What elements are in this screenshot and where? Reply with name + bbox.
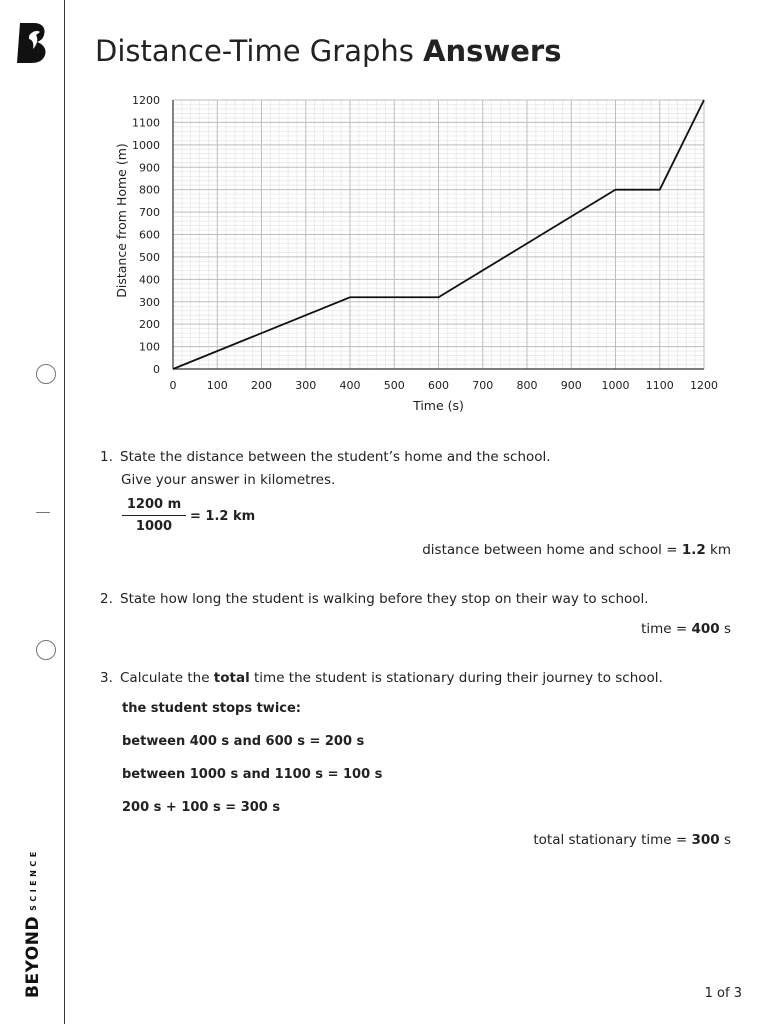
answer-value: 400	[691, 621, 720, 637]
x-tick-label: 100	[206, 379, 228, 392]
brand-sub: SCIENCE	[29, 848, 38, 911]
x-axis-label: Time (s)	[413, 398, 464, 413]
y-tick-label: 400	[139, 273, 160, 287]
title-main: Distance-Time Graphs	[95, 34, 414, 68]
x-tick-label: 1000	[601, 379, 630, 392]
punch-hole	[36, 364, 56, 384]
page-title	[95, 34, 561, 68]
x-tick-label: 200	[251, 379, 272, 392]
question-number: 1.	[100, 449, 113, 465]
question-text: State the distance between the student’s home and the school.	[120, 449, 551, 465]
y-axis-label: Distance from Home (m)	[114, 143, 129, 298]
question-3	[100, 670, 663, 686]
x-tick-label: 600	[428, 379, 449, 392]
y-tick-labels	[132, 94, 160, 376]
question-text-before: Calculate the	[120, 670, 214, 686]
x-tick-label: 900	[560, 379, 582, 392]
x-tick-label: 1100	[645, 379, 674, 392]
x-tick-label: 500	[383, 379, 405, 392]
beyond-logo-icon	[16, 22, 50, 64]
brand-wordmark	[23, 848, 43, 998]
x-tick-labels	[170, 379, 719, 392]
question-text-after: time the student is stationary during their journey to school.	[249, 670, 663, 686]
x-tick-label: 800	[516, 379, 538, 392]
y-tick-label: 100	[139, 340, 160, 354]
x-tick-label: 700	[472, 379, 494, 392]
answer-1	[422, 542, 731, 558]
working-line: between 400 s and 600 s = 200 s	[122, 734, 365, 749]
fraction-denominator: 1000	[135, 519, 173, 534]
answer-prefix: total stationary time =	[533, 832, 692, 848]
distance-time-chart	[100, 88, 740, 418]
answer-unit: s	[719, 832, 731, 848]
y-tick-label: 600	[139, 228, 160, 242]
brand-name: BEYOND	[23, 915, 43, 998]
y-tick-label: 500	[139, 250, 160, 264]
y-tick-label: 900	[139, 161, 160, 175]
question-text-bold: total	[213, 670, 250, 686]
page-number: 1 of 3	[704, 986, 742, 1001]
fraction	[122, 497, 186, 534]
working-line: between 1000 s and 1100 s = 100 s	[122, 767, 383, 782]
y-tick-label: 1200	[132, 94, 160, 107]
working-line: 200 s + 100 s = 300 s	[122, 800, 281, 815]
y-tick-label: 300	[139, 295, 160, 309]
y-tick-label: 1000	[132, 138, 160, 152]
question-number: 2.	[100, 591, 113, 607]
answer-prefix: time =	[641, 621, 692, 637]
question-1-line2: Give your answer in kilometres.	[121, 472, 336, 488]
title-bold: Answers	[423, 34, 562, 68]
x-tick-label: 1200	[690, 379, 718, 392]
punch-hole	[36, 640, 56, 660]
fraction-result: = 1.2 km	[190, 509, 256, 524]
working-line: the student stops twice:	[122, 701, 301, 716]
y-tick-label: 1100	[132, 116, 160, 130]
y-tick-label: 700	[139, 206, 160, 220]
answer-3	[533, 832, 731, 848]
question-number: 3.	[100, 670, 113, 686]
y-tick-label: 800	[139, 183, 160, 197]
question-1	[100, 449, 551, 465]
y-tick-label: 200	[139, 318, 160, 332]
x-tick-label: 300	[295, 379, 317, 392]
answer-unit: km	[705, 542, 731, 558]
answer-prefix: distance between home and school =	[422, 542, 682, 558]
y-tick-label: 0	[153, 363, 160, 376]
x-tick-label: 400	[339, 379, 361, 392]
question-text: State how long the student is walking before they stop on their way to school.	[120, 591, 649, 607]
margin-line	[64, 0, 65, 1024]
answer-unit: s	[719, 621, 731, 637]
fold-mark	[36, 512, 50, 513]
question-2	[100, 591, 649, 607]
fraction-numerator: 1200 m	[122, 497, 186, 516]
answer-value: 1.2	[681, 542, 706, 558]
answer-value: 300	[691, 832, 720, 848]
answer-2	[641, 621, 731, 637]
x-tick-label: 0	[169, 379, 177, 392]
